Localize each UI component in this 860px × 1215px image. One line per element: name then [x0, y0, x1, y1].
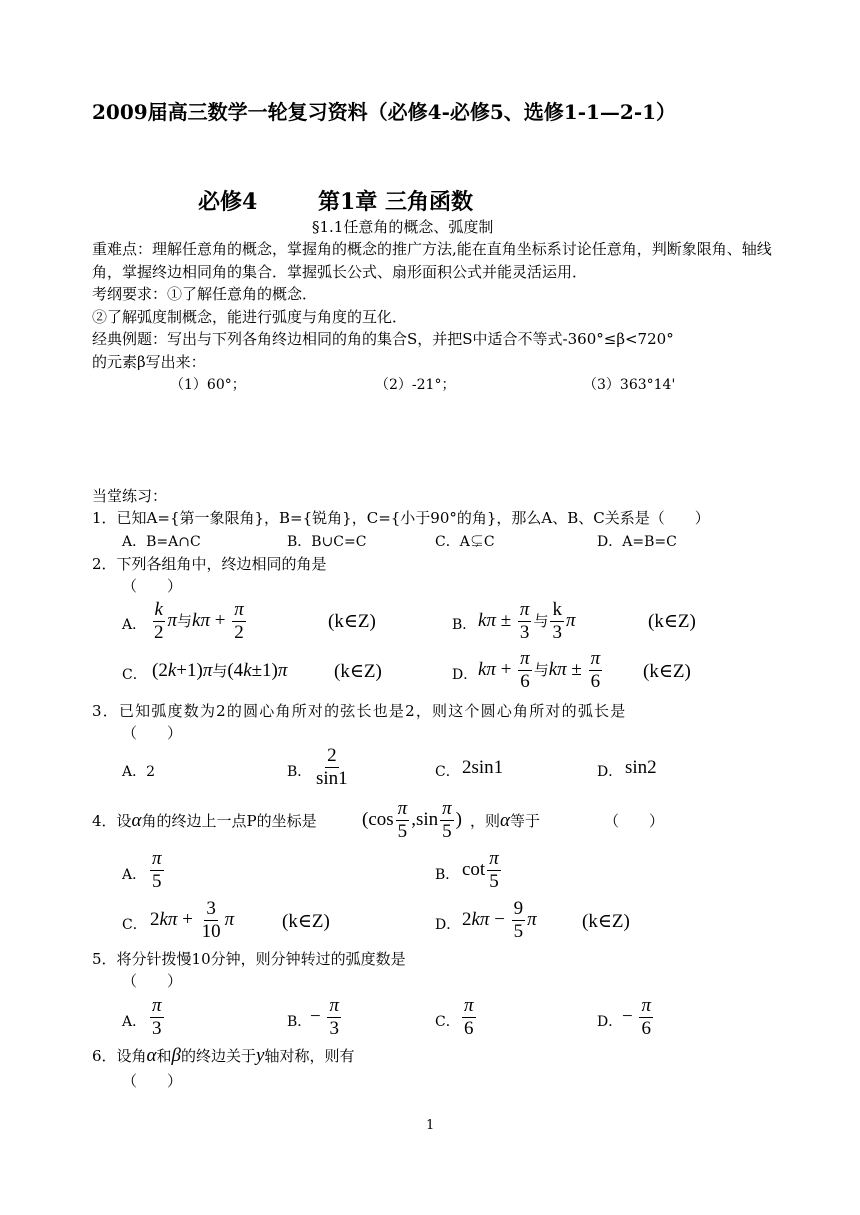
- example-line2: 的元素β写出来：: [92, 353, 206, 371]
- fraction: $\frac{3}{10}$: [201, 898, 221, 942]
- example-part-1: （1）60°；: [170, 377, 246, 393]
- q5-option-b: B．: [287, 1014, 312, 1030]
- fraction: $\frac{\pi}{6}$: [520, 648, 530, 692]
- q1-option-b: B．B∪C=C: [287, 534, 367, 550]
- q3-option-d: D．: [597, 764, 623, 780]
- key-points: 重难点：理解任意角的概念，掌握角的概念的推广方法,能在直角坐标系讨论任意角，判断象限角、轴线角，掌握终边相同角的集合．掌握弧长公式、扇形面积公式并能灵活运用．: [92, 240, 772, 281]
- fraction: $\frac{\pi}{6}$: [641, 995, 651, 1039]
- q2-answer-blank: （ ）: [122, 577, 183, 595]
- fraction: $\frac{\pi}{5}$: [152, 848, 162, 892]
- q4-option-a-math: [148, 848, 166, 893]
- q2-domain-a: (k∈Z): [328, 611, 376, 632]
- q4-option-c: C．: [122, 917, 147, 933]
- q3-option-c: C．: [435, 764, 460, 780]
- fraction: $\frac{k}{2}$: [154, 599, 164, 643]
- q3-option-b: B．: [287, 764, 312, 780]
- q3-answer-blank: （ ）: [122, 724, 183, 742]
- practice-label: 当堂练习：: [92, 487, 168, 505]
- question-4-stem: 4．设α角的终边上一点P的坐标是: [92, 810, 317, 831]
- fraction: $\frac{\pi}{3}$: [329, 995, 339, 1039]
- q4-domain-c: (k∈Z): [282, 911, 330, 932]
- syllabus-label: 考纲要求：: [92, 285, 168, 303]
- q2-option-a-label: A．: [122, 617, 147, 633]
- question-6-stem: 6．设角α和β的终边关于y轴对称，则有: [92, 1045, 355, 1066]
- q4-domain-d: (k∈Z): [582, 911, 630, 932]
- q5-option-c-math: [460, 995, 478, 1040]
- q3-option-d-math: sin2: [625, 757, 657, 778]
- q2-option-c: [122, 664, 147, 684]
- fraction: $\frac{\pi}{6}$: [464, 995, 474, 1039]
- q5-option-c: C．: [435, 1014, 460, 1030]
- fraction: $\frac{\pi}{3}$: [152, 995, 162, 1039]
- question-5-stem: 5．将分针拨慢10分钟，则分钟转过的弧度数是: [92, 950, 406, 968]
- q5-option-a-math: [148, 995, 166, 1040]
- fraction: $\frac{\pi}{5}$: [442, 798, 452, 842]
- fraction: $\frac{\pi}{6}$: [590, 648, 601, 692]
- syllabus-line1: [92, 283, 317, 305]
- q4-point-coordinates: (cos $\frac{\pi}{5}$ ,sin $\frac{\pi}{5}$ ): [362, 798, 462, 842]
- fraction: $\frac{k}{3}$: [552, 599, 562, 643]
- q4-option-b-math: cot $\frac{\pi}{5}$: [462, 848, 499, 892]
- fraction: $\frac{2}{\sin 1}$: [316, 745, 348, 789]
- q3-option-a: A．2: [122, 764, 156, 780]
- q6-answer-blank: （ ）: [122, 1072, 183, 1090]
- q5-option-d-math: − $\frac{\pi}{6}$: [622, 995, 651, 1039]
- q2-option-d: [452, 664, 477, 684]
- q2-option-b-math: kπ ± $\frac{\pi}{3}$ 与 $\frac{k}{3}$ π: [478, 599, 576, 643]
- q4-option-a: A．: [122, 867, 147, 883]
- q2-domain-c: (k∈Z): [334, 661, 382, 682]
- q2-option-d-math: kπ + $\frac{\pi}{6}$ 与kπ ± $\frac{\pi}{6}$: [478, 648, 601, 692]
- q5-option-b-math: − $\frac{\pi}{3}$: [310, 995, 339, 1039]
- q2-domain-b: (k∈Z): [648, 611, 696, 632]
- q4-option-c-math: 2kπ + $\frac{3}{10}$ π: [150, 898, 235, 942]
- fraction: $\frac{\pi}{2}$: [234, 599, 244, 643]
- q4-option-d: D．: [435, 917, 461, 933]
- q2-option-d-label: D．: [452, 667, 478, 683]
- fraction: $\frac{\pi}{5}$: [489, 848, 499, 892]
- q1-option-d: D．A=B=C: [597, 534, 677, 550]
- q2-option-b-label: B．: [452, 617, 477, 633]
- q1-option-c: C．A⊊C: [435, 534, 495, 550]
- example-part-2: （2）-21°；: [375, 377, 456, 393]
- question-2-stem: 2．下列各组角中，终边相同的角是: [92, 555, 327, 573]
- q5-option-d: D．: [597, 1014, 623, 1030]
- q2-option-a-math: $\frac{k}{2}$ π与kπ + $\frac{\pi}{2}$: [154, 599, 244, 643]
- q2-option-c-math: (2k+1)π与(4k±1)π: [152, 660, 288, 681]
- question-1-stem: 1．已知A={第一象限角}，B={锐角}，C={小于90°的角}，那么A、B、C关系是（ ）: [92, 509, 710, 527]
- fraction: $\frac{\pi}{3}$: [519, 599, 530, 643]
- question-3-stem: 3．已知弧度数为2的圆心角所对的弦长也是2，则这个圆心角所对的弧长是: [92, 702, 627, 720]
- q2-option-c-label: C．: [122, 667, 147, 683]
- q5-answer-blank: （ ）: [122, 972, 183, 990]
- q1-option-a: A．B=A∩C: [122, 534, 201, 550]
- example-line1: 经典例题：写出与下列各角终边相同的角的集合S，并把S中适合不等式-360°≤β<720°: [92, 330, 674, 348]
- syllabus-item-1: ①了解任意角的概念．: [167, 285, 318, 303]
- q3-option-b-math: [312, 745, 352, 790]
- q2-option-b: [452, 614, 476, 634]
- q4-answer-blank: （ ）: [604, 812, 665, 830]
- q5-option-a: A．: [122, 1014, 147, 1030]
- q4-stem-tail: ，则α等于: [470, 810, 541, 831]
- section-title: §1.1任意角的概念、弧度制: [312, 218, 494, 236]
- q3-option-c-math: 2sin1: [462, 757, 504, 778]
- q2-domain-d: (k∈Z): [643, 661, 691, 682]
- chapter-title: 第1章 三角函数: [318, 189, 473, 215]
- q4-option-d-math: 2kπ − $\frac{9}{5}$ π: [462, 898, 537, 942]
- page-number: 1: [426, 1118, 435, 1133]
- document-title: 2009届高三数学一轮复习资料（必修4-必修5、选修1-1—2-1）: [92, 100, 677, 124]
- example-part-3: （3）363°14': [583, 377, 676, 393]
- fraction: $\frac{9}{5}$: [513, 898, 524, 942]
- syllabus-item-2: ②了解弧度制概念，能进行弧度与角度的互化．: [92, 308, 408, 326]
- q2-option-a: [122, 614, 146, 634]
- fraction: $\frac{\pi}{5}$: [397, 798, 408, 842]
- chapter-book: 必修4: [198, 189, 258, 215]
- q4-option-b: B．: [435, 867, 460, 883]
